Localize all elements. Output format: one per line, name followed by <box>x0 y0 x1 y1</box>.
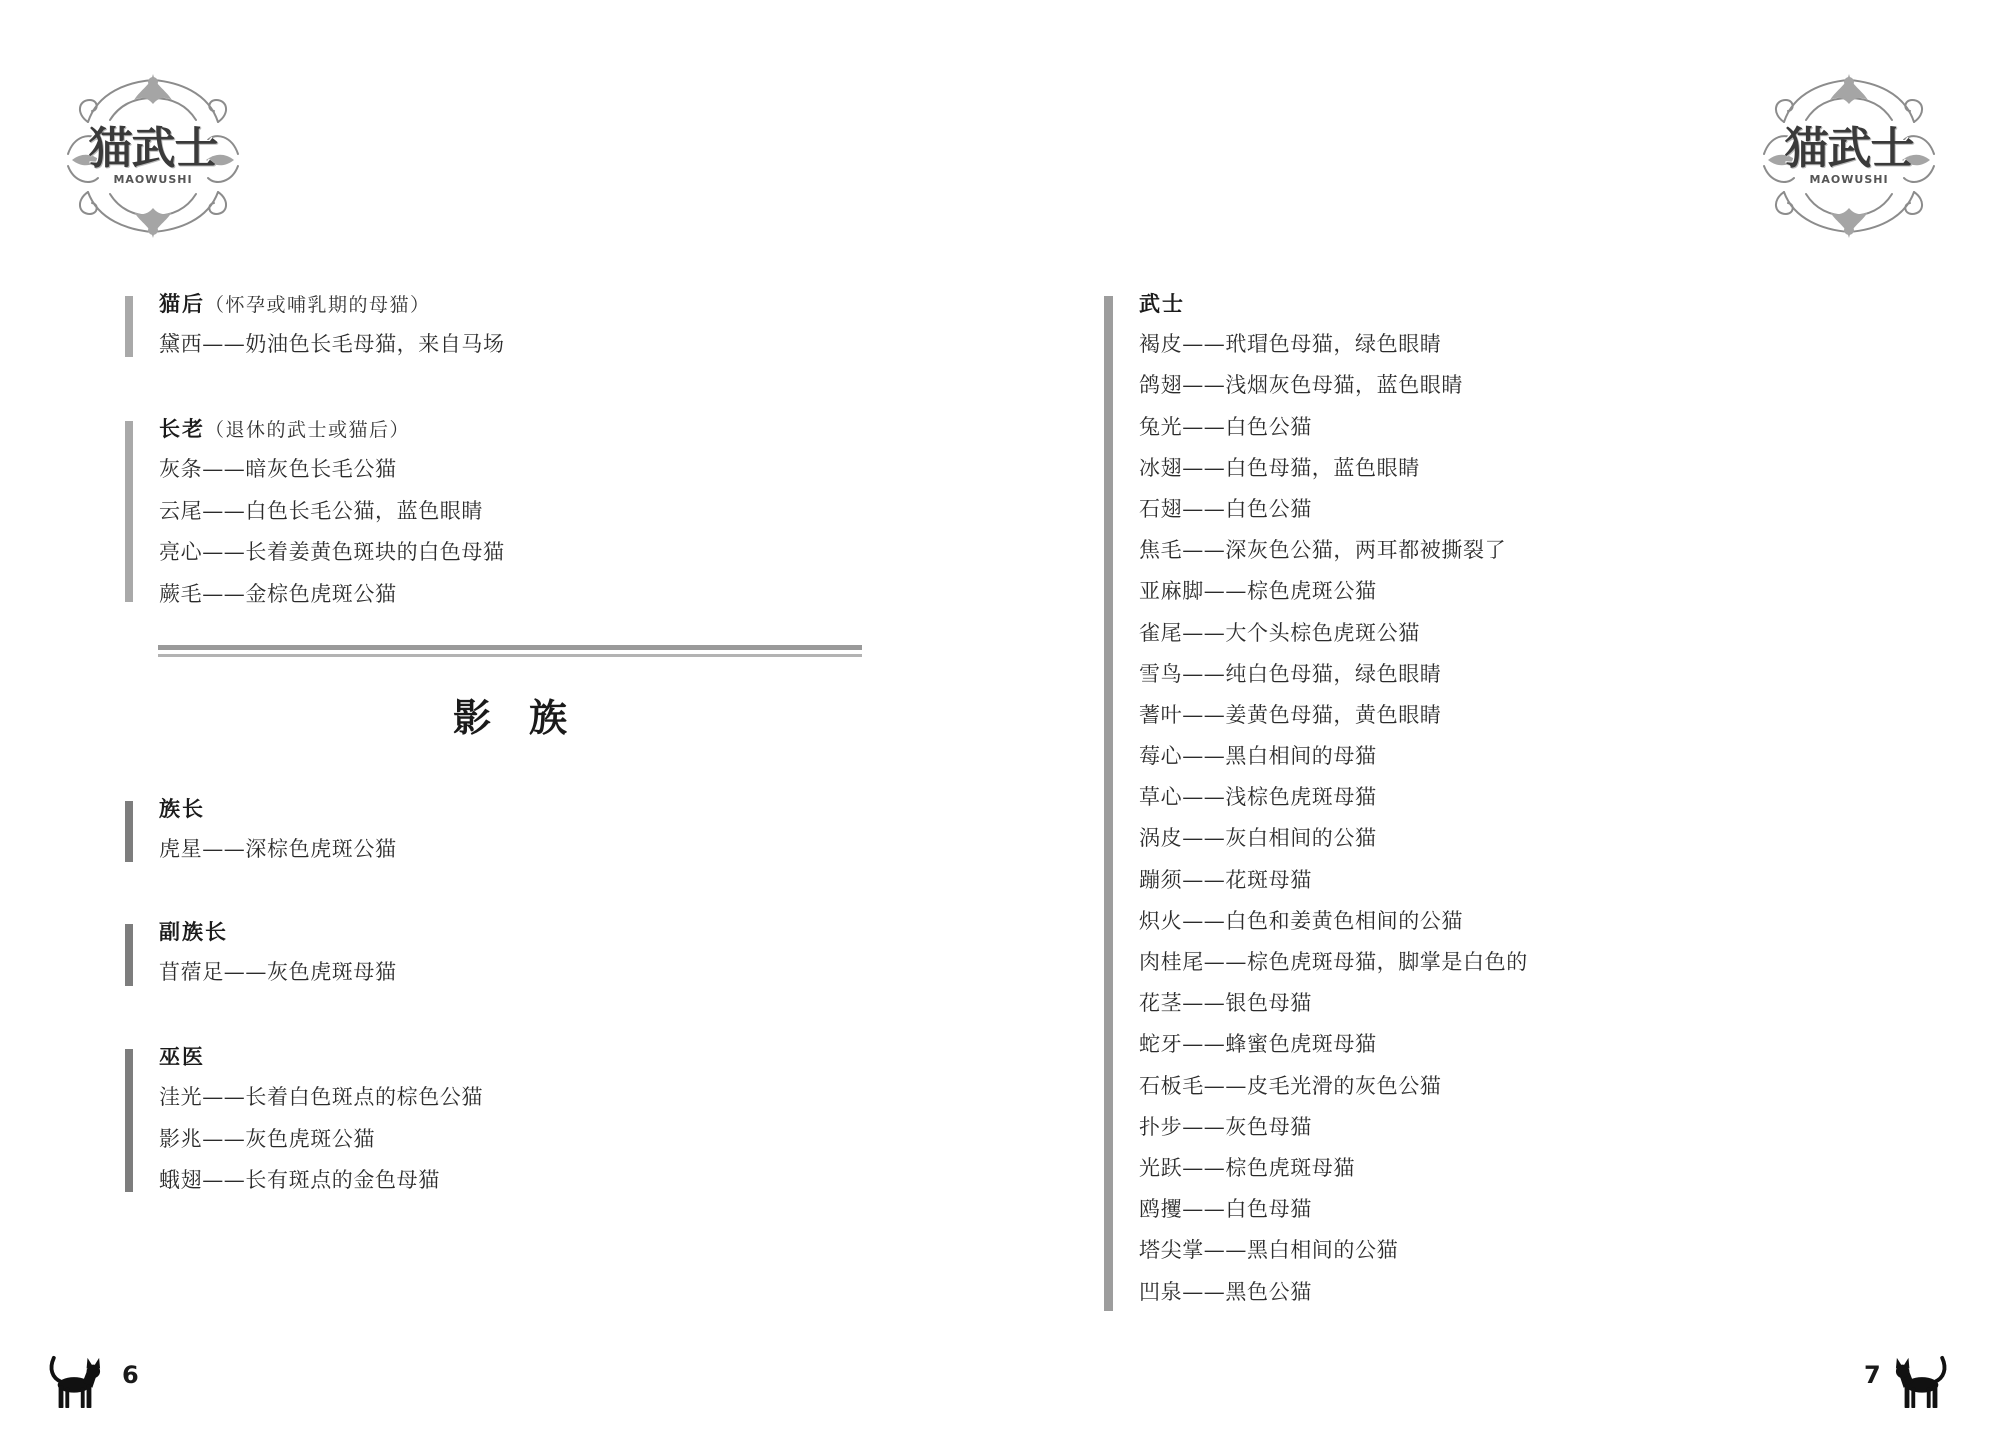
logo-subtitle: MAOWUSHI <box>1809 173 1889 186</box>
cat-entry: 蛇牙——蜂蜜色虎斑母猫 <box>1139 1032 1377 1057</box>
rank-heading: 族长 <box>159 796 205 821</box>
section-divider <box>158 654 862 657</box>
rank-heading-line <box>159 408 505 449</box>
logo-title: 猫武士 <box>1784 123 1914 174</box>
cat-entry: 蓍叶——姜黄色母猫，黄色眼睛 <box>1139 702 1442 727</box>
rank-heading-line <box>159 911 397 952</box>
cat-entry: 兔光——白色公猫 <box>1139 414 1312 439</box>
cat-entry: 黛西——奶油色长毛母猫，来自马场 <box>159 332 505 357</box>
cat-entry: 洼光——长着白色斑点的棕色公猫 <box>159 1085 483 1110</box>
rank-note: （退休的武士或猫后） <box>205 419 411 441</box>
rank-heading: 巫医 <box>159 1044 205 1069</box>
cat-entry: 蛾翅——长有斑点的金色母猫 <box>159 1168 440 1193</box>
cat-entry: 亚麻脚——棕色虎斑公猫 <box>1139 579 1377 604</box>
logo-subtitle: MAOWUSHI <box>113 173 193 186</box>
cat-entry: 雀尾——大个头棕色虎斑公猫 <box>1139 620 1420 645</box>
cat-silhouette-icon <box>1892 1355 1950 1409</box>
rank-section-elders <box>125 416 505 606</box>
rank-section-leader <box>125 796 397 862</box>
cat-entry: 焦毛——深灰色公猫，两耳都被撕裂了 <box>1139 538 1507 563</box>
cat-entry: 石板毛——皮毛光滑的灰色公猫 <box>1139 1073 1442 1098</box>
rank-heading: 猫后 <box>159 291 205 316</box>
rank-heading: 副族长 <box>159 919 228 944</box>
maowushi-logo <box>1760 70 1938 242</box>
rank-heading-line <box>159 788 397 829</box>
cat-entry: 花茎——银色母猫 <box>1139 991 1312 1016</box>
clan-title: 影 族 <box>452 695 567 740</box>
cat-entry: 光跃——棕色虎斑母猫 <box>1139 1155 1355 1180</box>
cat-silhouette-icon <box>46 1355 104 1409</box>
cat-entry: 影兆——灰色虎斑公猫 <box>159 1126 375 1151</box>
rank-heading: 武士 <box>1139 291 1185 316</box>
cat-entry: 鸽翅——浅烟灰色母猫，蓝色眼睛 <box>1139 373 1463 398</box>
rank-section-medicine-cats <box>125 1044 483 1193</box>
cat-entry: 灰条——暗灰色长毛公猫 <box>159 457 397 482</box>
cat-entry: 蕨毛——金棕色虎斑公猫 <box>159 581 397 606</box>
cat-entry: 涡皮——灰白相间的公猫 <box>1139 826 1377 851</box>
rank-heading: 长老 <box>159 416 205 441</box>
rank-section-deputy <box>125 919 397 986</box>
cat-entry: 冰翅——白色母猫，蓝色眼睛 <box>1139 455 1420 480</box>
logo-title: 猫武士 <box>88 123 218 174</box>
cat-entry: 肉桂尾——棕色虎斑母猫，脚掌是白色的 <box>1139 950 1528 974</box>
page-number: 7 <box>1864 1361 1881 1389</box>
maowushi-logo <box>64 70 242 242</box>
cat-entry: 雪鸟——纯白色母猫，绿色眼睛 <box>1139 661 1442 686</box>
cat-entry: 虎星——深棕色虎斑公猫 <box>159 837 397 862</box>
cat-entry: 褐皮——玳瑁色母猫，绿色眼睛 <box>1139 332 1442 357</box>
cat-entry: 蹦须——花斑母猫 <box>1139 867 1312 892</box>
cat-entry: 苜蓿足——灰色虎斑母猫 <box>159 960 397 985</box>
cat-entry: 凹泉——黑色公猫 <box>1139 1279 1312 1304</box>
cat-entry: 草心——浅棕色虎斑母猫 <box>1139 785 1377 810</box>
page-number: 6 <box>122 1361 139 1389</box>
right-page <box>1000 0 1999 1448</box>
rank-heading-line <box>159 283 505 324</box>
cat-entry: 扑步——灰色母猫 <box>1139 1114 1312 1139</box>
cat-entry: 石翅——白色公猫 <box>1139 496 1312 521</box>
section-divider <box>158 645 862 650</box>
cat-entry: 莓心——黑白相间的母猫 <box>1139 744 1377 769</box>
rank-section-queens <box>125 291 505 357</box>
rank-heading-line <box>159 1036 483 1077</box>
cat-entry: 亮心——长着姜黄色斑块的白色母猫 <box>159 540 505 565</box>
cat-entry: 炽火——白色和姜黄色相间的公猫 <box>1139 908 1463 933</box>
cat-entry: 云尾——白色长毛公猫，蓝色眼睛 <box>159 498 483 523</box>
rank-heading-line <box>1139 283 1528 324</box>
rank-section-warriors <box>1104 291 1528 1311</box>
cat-entry: 鸥攫——白色母猫 <box>1139 1197 1312 1222</box>
rank-note: （怀孕或哺乳期的母猫） <box>205 294 431 316</box>
cat-entry: 塔尖掌——黑白相间的公猫 <box>1139 1238 1399 1263</box>
